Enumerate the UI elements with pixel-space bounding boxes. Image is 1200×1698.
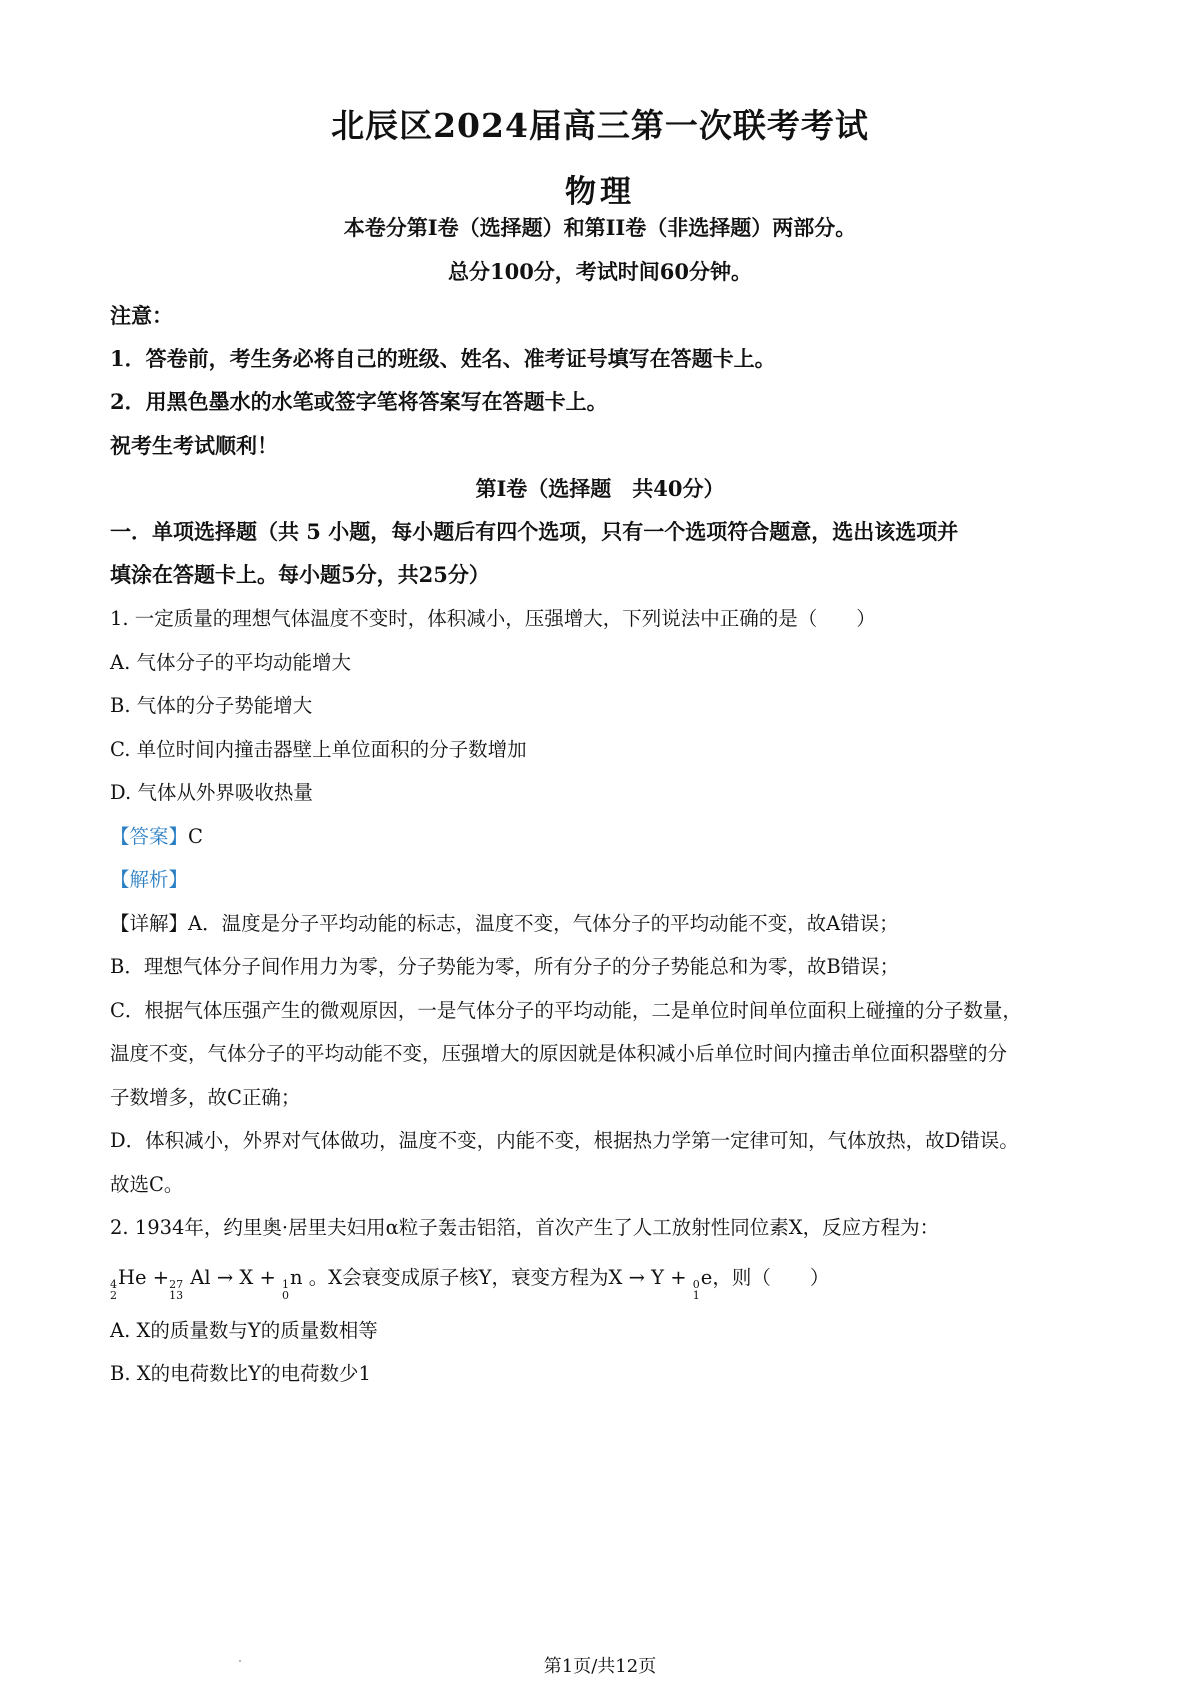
decay-text: 。X会衰变成原子核Y，衰变方程为X → Y + (308, 1266, 687, 1289)
notice-label: 注意： (110, 303, 173, 328)
detail-line-4: 温度不变，气体分子的平均动能不变，压强增大的原因就是体积减小后单位时间内撞击单位面积器壁的分 (110, 1042, 1008, 1065)
section-instruction-line1: 一．单项选择题（共 5 小题，每小题后有四个选项，只有一个选项符合题意，选出该选项并 (110, 519, 959, 544)
equation-tail: ，则（ ） (712, 1266, 830, 1289)
subject-title: 物理 (565, 174, 635, 210)
answer-value: C (188, 825, 203, 848)
al-nuclide-numbers: 27 13 (169, 1278, 184, 1302)
analysis-label: 【解析】 (110, 868, 189, 891)
notice-item-2: 2．用黑色墨水的水笔或签字笔将答案写在答题卡上。 (110, 389, 608, 414)
page-number-footer: 第1页/共12页 (543, 1656, 657, 1677)
detail-line-1: 【详解】A．温度是分子平均动能的标志，温度不变，气体分子的平均动能不变，故A错误； (110, 912, 899, 935)
question-1-option-a: A. 气体分子的平均动能增大 (110, 651, 351, 674)
question-1-option-b: B. 气体的分子势能增大 (110, 694, 313, 717)
al-symbol: Al (190, 1266, 211, 1289)
notice-wish: 祝考生考试顺利！ (110, 433, 278, 458)
reaction-arrow: → X + (216, 1266, 276, 1289)
section-heading: 第I卷（选择题 共40分） (475, 476, 725, 501)
question-2-stem: 2. 1934年，约里奥·居里夫妇用α粒子轰击铝箔，首次产生了人工放射性同位素X，反应方程为： (110, 1216, 940, 1239)
detail-line-5: 子数增多，故C正确； (110, 1086, 301, 1109)
detail-line-2: B．理想气体分子间作用力为零，分子势能为零，所有分子的分子势能总和为零，故B错误； (110, 955, 900, 978)
notice-item-1: 1．答卷前，考生务必将自己的班级、姓名、准考证号填写在答题卡上。 (110, 346, 776, 371)
e-nuclide-numbers: 0 1 (692, 1278, 700, 1302)
plus-sign: + (152, 1266, 170, 1289)
question-1-option-c: C. 单位时间内撞击器壁上单位面积的分子数增加 (110, 738, 527, 761)
question-1-option-d: D. 气体从外界吸收热量 (110, 781, 313, 804)
he-nuclide-numbers: 4 2 (110, 1278, 117, 1302)
question-2-option-a: A. X的质量数与Y的质量数相等 (110, 1319, 378, 1342)
answer-label: 【答案】 (110, 825, 189, 848)
detail-line-6: D．体积减小，外界对气体做功，温度不变，内能不变，根据热力学第一定律可知，气体放热，故D错误。 (110, 1129, 1019, 1152)
n-nuclide-numbers: 1 0 (282, 1278, 289, 1302)
question-2-equation (110, 1262, 829, 1301)
question-1-stem: 1. 一定质量的理想气体温度不变时，体积减小，压强增大，下列说法中正确的是（ ） (110, 607, 876, 630)
exam-info-score-time: 总分100分，考试时间60分钟。 (447, 259, 753, 284)
exam-info-parts: 本卷分第I卷（选择题）和第II卷（非选择题）两部分。 (343, 215, 857, 240)
question-2-option-b: B. X的电荷数比Y的电荷数少1 (110, 1362, 371, 1385)
detail-line-7: 故选C。 (110, 1173, 184, 1196)
section-instruction-line2: 填涂在答题卡上。每小题5分，共25分） (110, 562, 490, 587)
n-symbol: n (290, 1266, 303, 1289)
e-symbol: e (700, 1266, 713, 1289)
detail-line-3: C．根据气体压强产生的微观原因，一是气体分子的平均动能，二是单位时间单位面积上碰撞的分子数量， (110, 999, 1022, 1022)
he-symbol: He (118, 1266, 147, 1289)
question-1-answer (110, 821, 203, 849)
page-title: 北辰区2024届高三第一次联考考试 (331, 106, 869, 145)
